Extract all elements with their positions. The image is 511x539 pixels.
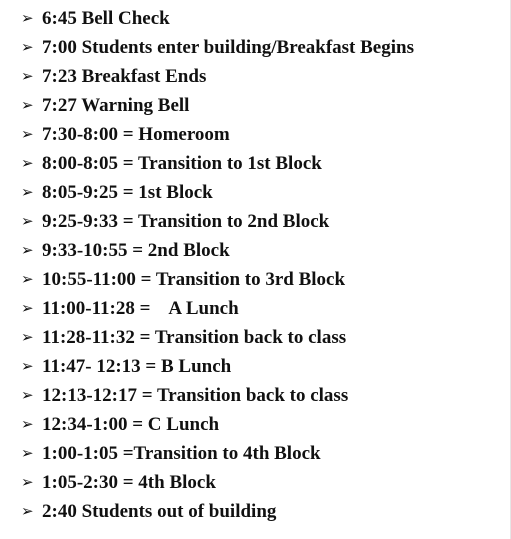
arrow-bullet-icon: ➢ [21, 183, 34, 201]
schedule-item-text: 7:27 Warning Bell [42, 95, 190, 116]
arrow-bullet-icon: ➢ [21, 386, 34, 404]
schedule-item [21, 497, 510, 526]
schedule-item-text: 10:55-11:00 = Transition to 3rd Block [42, 269, 346, 290]
arrow-bullet-icon: ➢ [21, 38, 34, 56]
schedule-item [21, 62, 510, 91]
schedule-item-text: 8:00-8:05 = Transition to 1st Block [42, 153, 322, 174]
schedule-item [21, 410, 510, 439]
arrow-bullet-icon: ➢ [21, 241, 34, 259]
schedule-item [21, 120, 510, 149]
schedule-item [21, 91, 510, 120]
arrow-bullet-icon: ➢ [21, 270, 34, 288]
arrow-bullet-icon: ➢ [21, 125, 34, 143]
schedule-item-text: 11:47- 12:13 = B Lunch [42, 356, 232, 377]
schedule-item [21, 207, 510, 236]
schedule-item-text: 7:30-8:00 = Homeroom [42, 124, 230, 145]
schedule-item [21, 4, 510, 33]
schedule-item-text: 12:34-1:00 = C Lunch [42, 414, 220, 435]
schedule-item-text: 7:00 Students enter building/Breakfast Begins [42, 37, 414, 58]
arrow-bullet-icon: ➢ [21, 444, 34, 462]
schedule-item [21, 468, 510, 497]
schedule-item-text: 2:40 Students out of building [42, 501, 277, 522]
schedule-item [21, 236, 510, 265]
schedule-item-text: 12:13-12:17 = Transition back to class [42, 385, 349, 406]
schedule-item [21, 439, 510, 468]
arrow-bullet-icon: ➢ [21, 154, 34, 172]
schedule-item [21, 178, 510, 207]
schedule-item-text: 7:23 Breakfast Ends [42, 66, 207, 87]
schedule-item-text: 8:05-9:25 = 1st Block [42, 182, 213, 203]
arrow-bullet-icon: ➢ [21, 473, 34, 491]
arrow-bullet-icon: ➢ [21, 9, 34, 27]
arrow-bullet-icon: ➢ [21, 212, 34, 230]
arrow-bullet-icon: ➢ [21, 96, 34, 114]
schedule-item-text: 11:28-11:32 = Transition back to class [42, 327, 347, 348]
arrow-bullet-icon: ➢ [21, 415, 34, 433]
schedule-item [21, 352, 510, 381]
arrow-bullet-icon: ➢ [21, 328, 34, 346]
schedule-item [21, 323, 510, 352]
schedule-item [21, 149, 510, 178]
arrow-bullet-icon: ➢ [21, 67, 34, 85]
schedule-item [21, 33, 510, 62]
schedule-item [21, 265, 510, 294]
arrow-bullet-icon: ➢ [21, 502, 34, 520]
schedule-item-text: 1:00-1:05 =Transition to 4th Block [42, 443, 321, 464]
schedule-item-text: 9:33-10:55 = 2nd Block [42, 240, 230, 261]
schedule-item-text: 1:05-2:30 = 4th Block [42, 472, 216, 493]
arrow-bullet-icon: ➢ [21, 299, 34, 317]
arrow-bullet-icon: ➢ [21, 357, 34, 375]
schedule-item-text: 11:00-11:28 = A Lunch [42, 298, 239, 319]
schedule-item [21, 381, 510, 410]
schedule-item-text: 6:45 Bell Check [42, 8, 170, 29]
schedule-item [21, 294, 510, 323]
schedule-item-text: 9:25-9:33 = Transition to 2nd Block [42, 211, 330, 232]
